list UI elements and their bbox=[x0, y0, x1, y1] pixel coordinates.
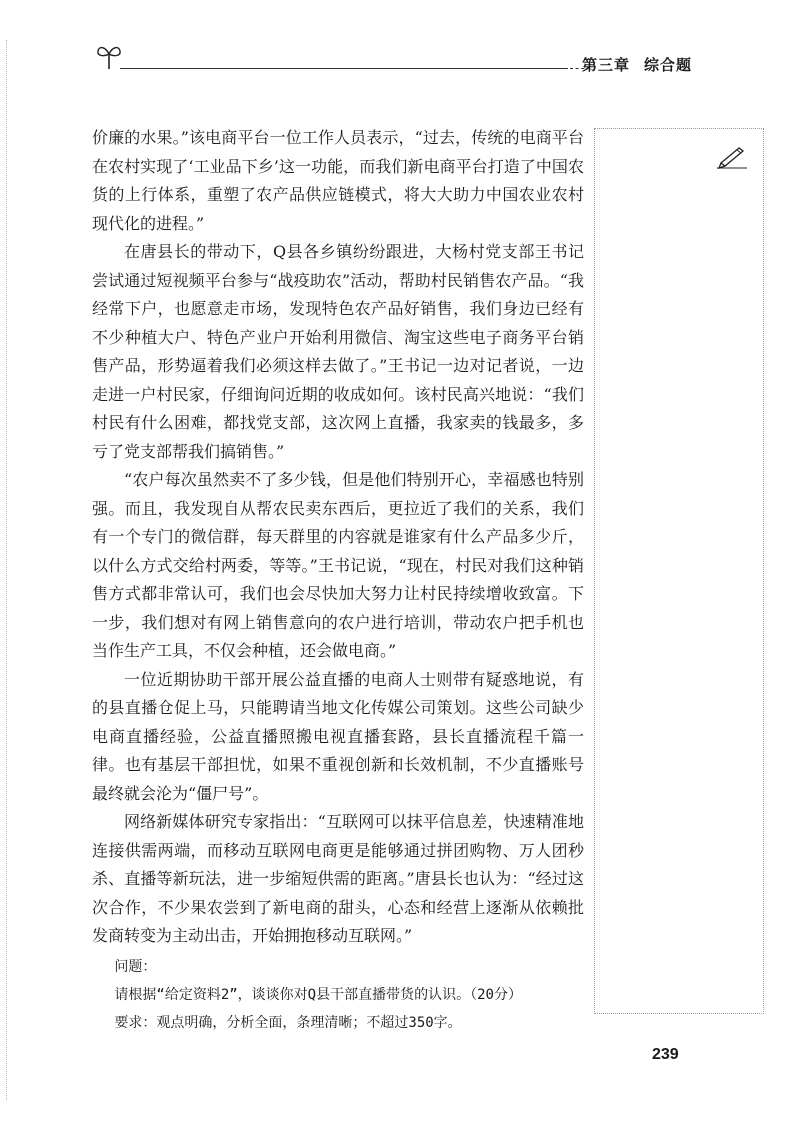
left-margin-dotted-line bbox=[6, 40, 7, 1100]
paragraph: “农户每次虽然卖不了多少钱，但是他们特别开心，幸福感也特别强。而且，我发现自从帮农民卖东西后，更拉近了我们的关系，我们有一个专门的微信群，每天群里的内容就是谁家有什么产品多少斤，以什么方式交给村两委，等等。”王书记说，“现在，村民对我们这种销售方式都非常认可，我们也会尽快加大努力让村民持续增收致富。下一步，我们想对有网上销售意向的农户进行培训，带动农户把手机也当作生产工具，不仅会种植，还会做电商。” bbox=[92, 470, 584, 660]
header-title bbox=[582, 54, 692, 75]
paragraph: 在唐县长的带动下，Q县各乡镇纷纷跟进，大杨村党支部王书记尝试通过短视频平台参与“战疫助农”活动，帮助村民销售农产品。“我经常下户，也愿意走市场，发现特色农产品好销售，我们身边已经有不少种植大户、特色产业户开始利用微信、淘宝这些电子商务平台销售产品，形势逼着我们必须这样去做了。”王书记一边对记者说，一边走进一户村民家，仔细询问近期的收成如何。该村民高兴地说：“我们村民有什么困难，都找党支部，这次网上直播，我家卖的钱最多，多亏了党支部帮我们搞销售。” bbox=[92, 242, 584, 461]
page-number: 239 bbox=[652, 1046, 679, 1063]
section-label: 综合题 bbox=[644, 56, 693, 74]
paragraph: 价廉的水果。”该电商平台一位工作人员表示，“过去，传统的电商平台在农村实现了‘工业品下乡’这一功能，而我们新电商平台打造了中国农货的上行体系，重塑了农产品供应链模式，将大大助力中国农业农村现代化的进程。” bbox=[92, 128, 584, 233]
question-requirements: 要求：观点明确，分析全面，条理清晰；不超过350字。 bbox=[114, 1014, 462, 1031]
page-header bbox=[96, 40, 700, 80]
question-prompt: 请根据“给定资料2”，谈谈你对Q县干部直播带货的认识。（20分） bbox=[114, 986, 522, 1003]
sprout-icon bbox=[96, 40, 122, 70]
paragraph: 一位近期协助干部开展公益直播的电商人士则带有疑惑地说，有的县直播仓促上马，只能聘请当地文化传媒公司策划。这些公司缺少电商直播经验，公益直播照搬电视直播套路，县长直播流程千篇一律。也有基层干部担忧，如果不重视创新和长效机制，不少直播账号最终就会沦为“僵尸号”。 bbox=[92, 669, 584, 803]
question-block bbox=[92, 953, 584, 1037]
chapter-label: 第三章 bbox=[582, 56, 631, 74]
header-rule bbox=[120, 68, 568, 69]
question-label: 问题： bbox=[114, 958, 157, 975]
margin-notes-box bbox=[594, 128, 764, 1014]
pen-icon bbox=[715, 143, 749, 169]
main-text bbox=[92, 124, 584, 1037]
paragraph: 网络新媒体研究专家指出：“互联网可以抹平信息差，快速精准地连接供需两端，而移动互联网电商更是能够通过拼团购物、万人团秒杀、直播等新玩法，进一步缩短供需的距离。”唐县长也认为：“经过这次合作，不少果农尝到了新电商的甜头，心态和经营上逐渐从依赖批发商转变为主动出击，开始拥抱移动互联网。” bbox=[92, 812, 584, 945]
